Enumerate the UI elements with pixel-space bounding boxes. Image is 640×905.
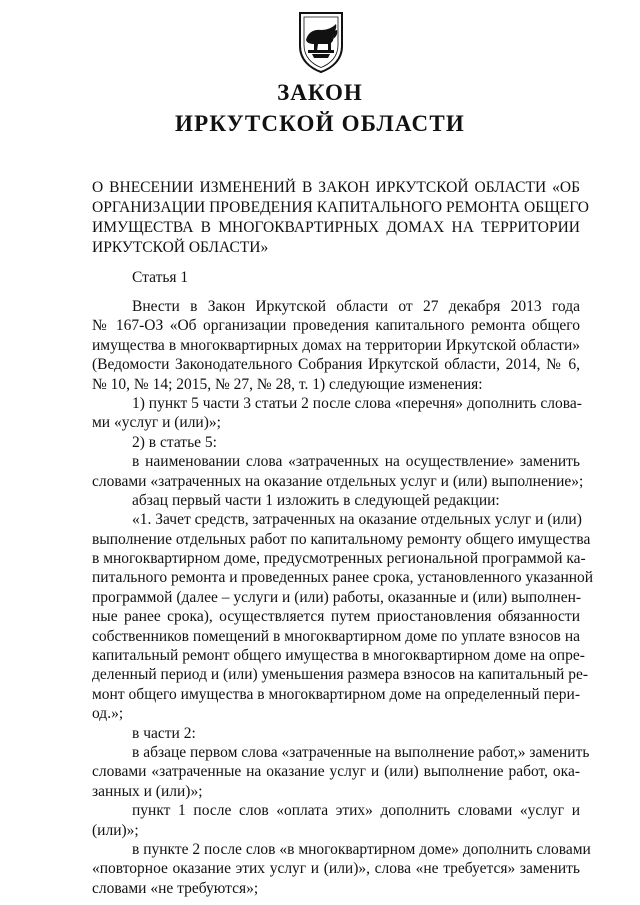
document-title-region: ИРКУТСКОЙ ОБЛАСТИ: [175, 111, 465, 136]
body-line: имущества в многоквартирных домах на территории Иркутской области»: [92, 336, 580, 354]
body-line: № 167-ОЗ «Об организации проведения капитального ремонта общего: [92, 317, 580, 335]
body-line: монт общего имущества в многоквартирном доме на определенный пери-: [92, 685, 580, 703]
body-line: словами «затраченные на оказание услуг и (или) выполнение работ, ока-: [92, 763, 580, 781]
body-line: в многоквартирном доме, предусмотренных региональной программой ка-: [92, 550, 586, 568]
body-line: од.»;: [92, 705, 124, 723]
subject-line: ИМУЩЕСТВА В МНОГОКВАРТИРНЫХ ДОМАХ НА ТЕРРИТОРИИ: [92, 219, 580, 236]
document-title: ЗАКОН: [277, 80, 363, 105]
body-line: собственников помещений в многоквартирном доме по уплате взносов на: [92, 627, 580, 645]
subject-line: О ВНЕСЕНИИ ИЗМЕНЕНИЙ В ЗАКОН ИРКУТСКОЙ ОБЛАСТИ «ОБ: [92, 179, 580, 196]
body-line: Внести в Закон Иркутской области от 27 декабря 2013 года: [132, 298, 580, 315]
subject-line: ОРГАНИЗАЦИИ ПРОВЕДЕНИЯ КАПИТАЛЬНОГО РЕМОНТА ОБЩЕГО: [92, 199, 589, 216]
body-line: 1) пункт 5 части 3 статьи 2 после слова «перечня» дополнить слова-: [132, 394, 582, 412]
body-line: абзац первый части 1 изложить в следующей редакции:: [132, 491, 500, 509]
article-body: [92, 297, 594, 898]
body-line: в части 2:: [132, 724, 196, 742]
body-line: в наименовании слова «затраченных на осуществление» заменить: [132, 453, 580, 471]
subject-line: ИРКУТСКОЙ ОБЛАСТИ»: [92, 239, 269, 256]
body-line: пункт 1 после слов «оплата этих» дополнить словами «услуг и: [132, 802, 580, 820]
body-line: занных и (или)»;: [92, 782, 203, 800]
body-line: выполнение отдельных работ по капитальному ремонту общего имущества: [92, 530, 591, 548]
body-line: «1. Зачет средств, затраченных на оказание отдельных услуг и (или): [132, 511, 582, 529]
body-line: № 10, № 14; 2015, № 27, № 28, т. 1) следующие изменения:: [92, 375, 483, 393]
coat-of-arms-icon: [296, 10, 346, 74]
body-line: словами «не требуются»;: [92, 879, 259, 897]
body-line: в абзаце первом слова «затраченные на выполнение работ,» заменить: [132, 743, 590, 761]
law-subject-heading: [92, 178, 589, 258]
body-line: программой (далее – услуги и (или) работы, оказанные и (или) выполнен-: [92, 588, 582, 606]
body-line: ные ранее срока), осуществляется путем приостановления обязанности: [92, 608, 580, 626]
body-line: питального ремонта и проведенных ранее срока, установленного указанной: [92, 569, 594, 587]
body-line: в пункте 2 после слов «в многоквартирном доме» дополнить словами: [132, 840, 591, 858]
body-line: словами «затраченных на оказание отдельных услуг и (или) выполнение»;: [92, 472, 584, 490]
body-line: деленный период и (или) уменьшения размера взносов на капитальный ре-: [92, 666, 589, 684]
body-line: ми «услуг и (или)»;: [92, 414, 221, 432]
body-line: (или)»;: [92, 821, 139, 839]
body-line: капитальный ремонт общего имущества в многоквартирном доме на опре-: [92, 647, 585, 665]
body-line: (Ведомости Законодательного Собрания Иркутской области, 2014, № 6,: [92, 356, 580, 374]
body-line: «повторное оказание этих услуг и (или)», слова «не требуется» заменить: [92, 860, 580, 878]
article-heading: Статья 1: [132, 269, 189, 286]
body-line: 2) в статье 5:: [132, 433, 217, 451]
